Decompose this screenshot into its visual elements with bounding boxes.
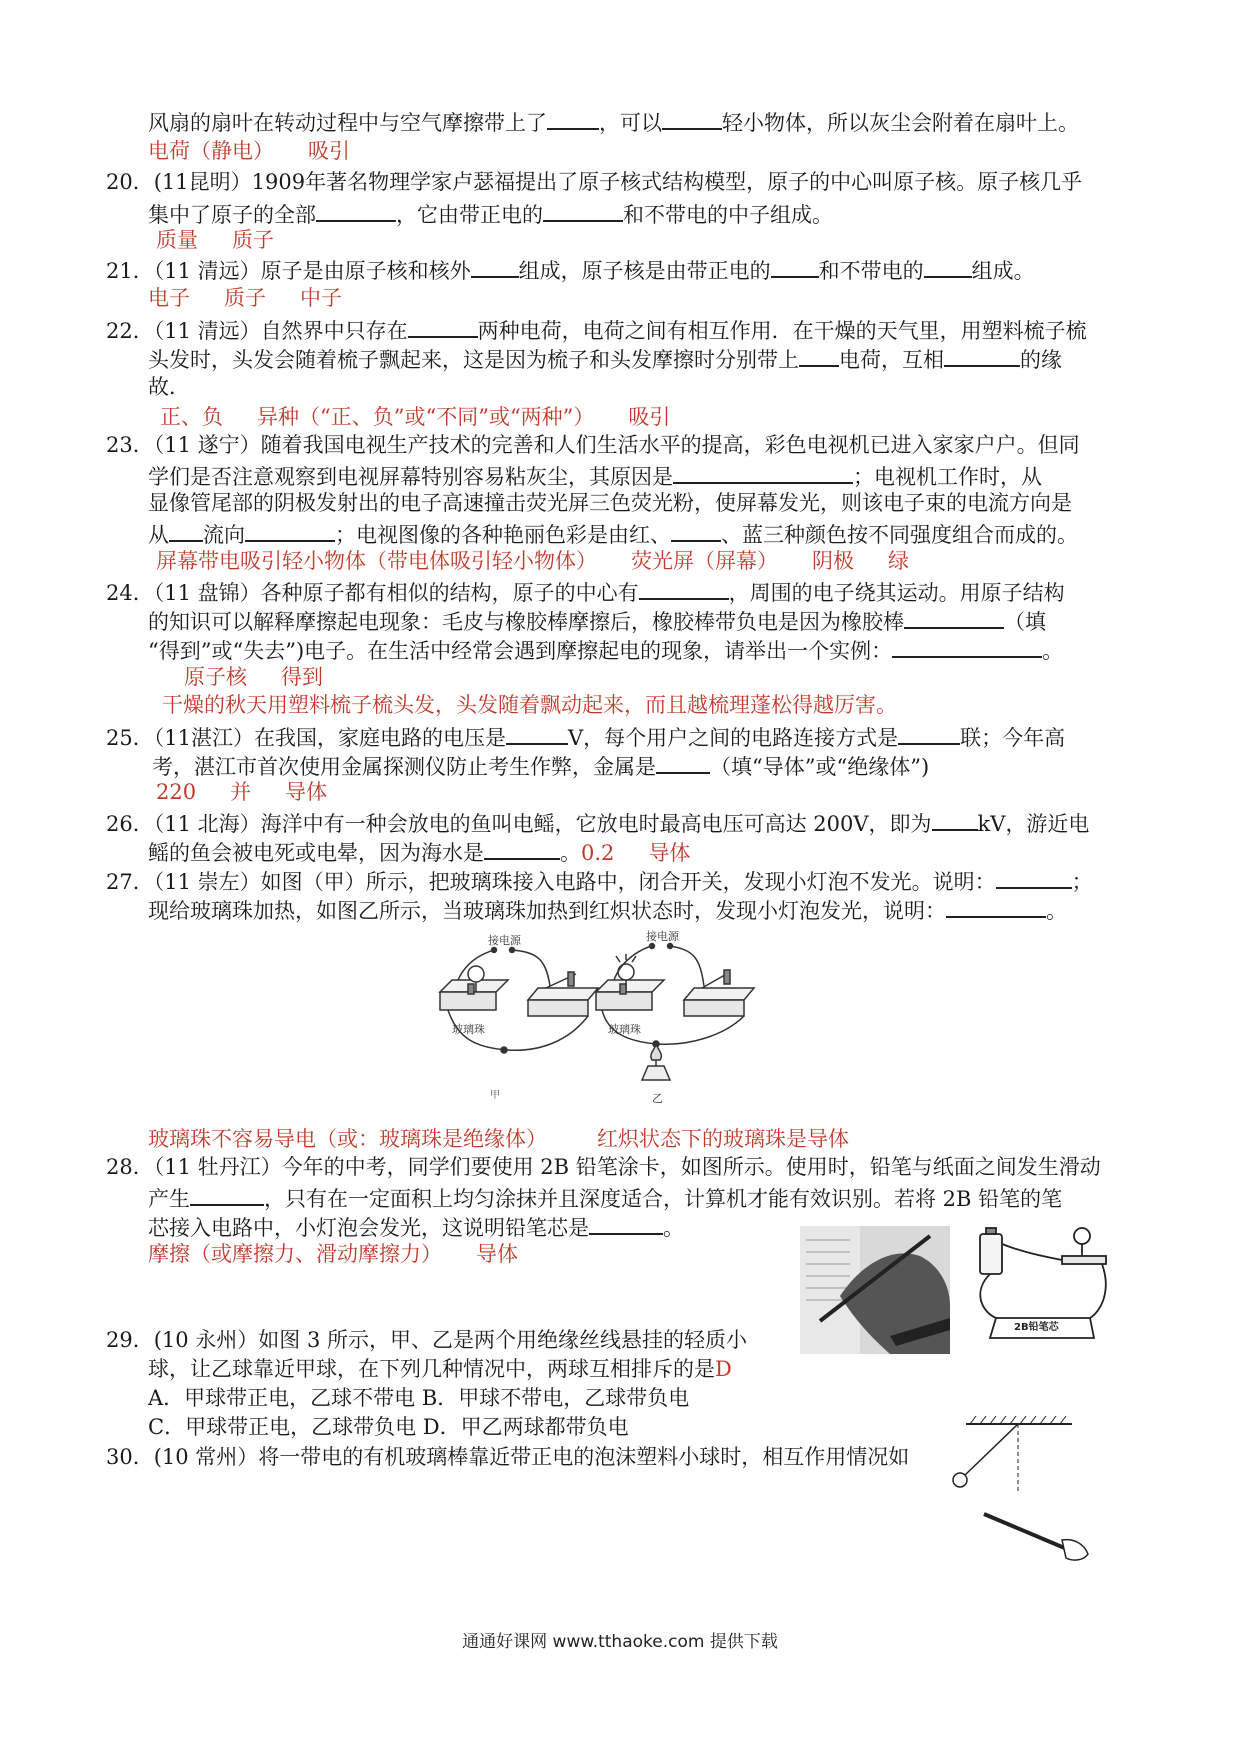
q19-answer xyxy=(148,137,350,165)
q20-blank-1 xyxy=(316,198,396,222)
q26-text-1: 26．（11 北海）海洋中有一种会放电的鱼叫电鳐，它放电时最高电压可高达 200V，即为 xyxy=(106,812,932,836)
q27-blank-1 xyxy=(996,865,1072,889)
q22-text-4: 电荷，互相 xyxy=(839,348,944,372)
q28-text-3: 芯接入电路中，小灯泡会发光，这说明铅笔芯是 xyxy=(148,1216,589,1240)
q25-blank-2 xyxy=(898,721,960,745)
q23-text-4: 流向 xyxy=(203,523,245,547)
q21-answer xyxy=(148,284,342,312)
q19-blank-1 xyxy=(547,106,599,130)
q28-blank-1 xyxy=(190,1182,264,1206)
q25-text-3: 联；今年高 xyxy=(960,726,1066,750)
q20-text-3: 和不带电的中子组成。 xyxy=(623,203,833,227)
q27-line-2 xyxy=(148,894,1067,925)
q30-line-1: 30．(10 常州）将一带电的有机玻璃棒靠近带正电的泡沫塑料小球时，相互作用情况如 xyxy=(106,1445,910,1469)
q29-answer: D xyxy=(715,1357,732,1381)
q19-text-1: 风扇的扇叶在转动过程中与空气摩擦带上了 xyxy=(148,111,547,135)
q24-text-1: 24．（11 盘锦）各种原子都有相似的结构，原子的中心有 xyxy=(106,581,639,605)
q20-answer-2: 质子 xyxy=(232,228,274,252)
q28-line-3 xyxy=(148,1211,684,1242)
q22-text-2: 两种电荷，电荷之间有相互作用．在干燥的天气里，用塑料梳子梳 xyxy=(477,319,1087,343)
q22-answer-2: 异种（“正、负”或“不同”或“两种”） xyxy=(257,405,595,429)
q23-text-1: 学们是否注意观察到电视屏幕特别容易粘灰尘，其原因是 xyxy=(148,465,673,489)
circuit-yi xyxy=(596,944,754,1081)
charged-ball-rod-figure xyxy=(934,1410,1104,1566)
q25-text-4: 考，湛江市首次使用金属探测仪防止考生作弊，金属是 xyxy=(152,755,656,779)
q22-line-3: 故． xyxy=(148,375,190,399)
q21-blank-2 xyxy=(771,254,819,278)
q22-answer-3: 吸引 xyxy=(628,405,671,429)
circuit-glass-label-yi: 玻璃珠 xyxy=(608,1023,641,1036)
q29-text: 球，让乙球靠近甲球，在下列几种情况中，两球互相排斥的是 xyxy=(148,1357,715,1381)
circuit-power-label-jia: 接电源 xyxy=(488,934,521,947)
q22-text-3: 头发时，头发会随着梳子飘起来，这是因为梳子和头发摩擦时分别带上 xyxy=(148,348,799,372)
circuit-jia-label: 甲 xyxy=(490,1090,500,1101)
q28-answer-1: 摩擦（或摩擦力、滑动摩擦力） xyxy=(148,1242,442,1266)
q28-text-1: 产生 xyxy=(148,1187,190,1211)
q19-line xyxy=(148,106,1079,137)
q20-line-1: 20．(11昆明）1909年著名物理学家卢瑟福提出了原子核式结构模型，原子的中心叫原子核。原子核几乎 xyxy=(106,170,1083,194)
q23-blank-2 xyxy=(169,518,203,542)
q27-answer xyxy=(148,1125,849,1153)
q22-text-5: 的缘 xyxy=(1020,348,1062,372)
q21-answer-2: 质子 xyxy=(224,286,266,310)
q22-answer-1: 正、负 xyxy=(160,405,223,429)
q24-line-3 xyxy=(148,634,1063,665)
circuit-jia xyxy=(440,948,598,1054)
q21-blank-3 xyxy=(924,254,972,278)
q24-blank-3 xyxy=(892,634,1042,658)
pencil-lead-circuit-figure xyxy=(972,1222,1112,1356)
q28-blank-2 xyxy=(589,1211,663,1235)
q21-text-3: 和不带电的 xyxy=(818,259,924,283)
q27-answer-1: 玻璃珠不容易导电（或：玻璃珠是绝缘体） xyxy=(148,1127,547,1151)
q25-text-2: V，每个用户之间的电路连接方式是 xyxy=(567,726,899,750)
q25-line-2 xyxy=(152,750,929,781)
q24-text-4: （填 xyxy=(1004,610,1046,634)
q23-answer xyxy=(156,547,909,575)
q20-text-2: ，它由带正电的 xyxy=(396,203,543,227)
q22-blank-2 xyxy=(799,343,839,367)
q23-blank-4 xyxy=(671,518,721,542)
circuit-yi-label: 乙 xyxy=(652,1092,663,1105)
circuit-power-label-yi: 接电源 xyxy=(646,930,679,943)
q29-options-1: A．甲球带正电，乙球不带电 B．甲球不带电，乙球带负电 xyxy=(148,1386,690,1410)
q24-line-2 xyxy=(148,605,1046,636)
q23-line-2 xyxy=(148,460,1042,491)
q21-text-4: 组成。 xyxy=(971,259,1035,283)
q21-text-2: 组成，原子核是由带正电的 xyxy=(518,259,771,283)
q25-text-1: 25．（11湛江）在我国，家庭电路的电压是 xyxy=(106,726,506,750)
q19-answer-1: 电荷（静电） xyxy=(148,139,274,163)
q20-blank-2 xyxy=(543,198,623,222)
q22-text-1: 22．（11 清远）自然界中只存在 xyxy=(106,319,408,343)
q24-text-3: 的知识可以解释摩擦起电现象：毛皮与橡胶棒摩擦后，橡胶棒带负电是因为橡胶棒 xyxy=(148,610,904,634)
q26-text-4: 。 xyxy=(560,841,581,865)
q23-line-4 xyxy=(148,518,1078,549)
q23-blank-1 xyxy=(673,460,853,484)
q24-answer-b: 得到 xyxy=(281,665,323,689)
q23-answer-2: 荧光屏（屏幕） xyxy=(631,549,778,573)
q21-line xyxy=(106,254,1035,285)
q24-answer-2: 干燥的秋天用塑料梳子梳头发，头发随着飘动起来，而且越梳理蓬松得越厉害。 xyxy=(162,693,897,717)
q24-text-5: “得到”或“失去”)电子。在生活中经常会遇到摩擦起电的现象，请举出一个实例： xyxy=(148,639,893,663)
q22-answer xyxy=(160,403,670,431)
q27-text-1: 27．（11 崇左）如图（甲）所示，把玻璃珠接入电路中，闭合开关，发现小灯泡不发光。说明： xyxy=(106,870,996,894)
q26-text-2: kV，游近电 xyxy=(977,812,1090,836)
q24-answer-a: 原子核 xyxy=(184,665,247,689)
q26-blank-1 xyxy=(932,807,978,831)
q19-blank-2 xyxy=(662,106,722,130)
q29-line-1: 29．(10 永州）如图 3 所示，甲、乙是两个用绝缘丝线悬挂的轻质小 xyxy=(106,1328,748,1352)
q25-answer-2: 并 xyxy=(230,780,252,804)
q21-answer-3: 中子 xyxy=(300,286,342,310)
q20-answer xyxy=(156,226,274,254)
q28-text-4: 。 xyxy=(663,1216,684,1240)
q27-answer-2: 红炽状态下的玻璃珠是导体 xyxy=(597,1127,849,1151)
pencil-card-photo xyxy=(800,1226,950,1354)
q28-line-1: 28．（11 牡丹江）今年的中考，同学们要使用 2B 铅笔涂卡，如图所示。使用时，铅笔与纸面之间发生滑动 xyxy=(106,1155,1101,1179)
q21-text-1: 21．（11 清远）原子是由原子核和核外 xyxy=(106,259,471,283)
q20-line-2 xyxy=(148,198,833,229)
q28-line-2 xyxy=(148,1182,1062,1213)
q22-blank-3 xyxy=(944,343,1020,367)
q23-line-3: 显像管尾部的阴极发射出的电子高速撞击荧光屏三色荧光粉，使屏幕发光，则该电子束的电流方向是 xyxy=(148,491,1072,515)
q23-answer-3: 阴极 xyxy=(812,549,854,573)
q25-text-5: （填“导体”或“绝缘体”) xyxy=(710,755,930,779)
q19-text-2: ，可以 xyxy=(599,111,662,135)
q27-blank-2 xyxy=(946,894,1046,918)
q24-text-2: ，周围的电子绕其运动。用原子结构 xyxy=(728,581,1065,605)
q26-text-3: 鳐的鱼会被电死或电晕，因为海水是 xyxy=(148,841,484,865)
q26-line-1 xyxy=(106,807,1089,838)
q26-answer-1: 0.2 xyxy=(581,841,615,865)
q19-answer-2: 吸引 xyxy=(308,139,350,163)
q26-blank-2 xyxy=(484,836,560,860)
q25-answer xyxy=(156,778,327,806)
q24-blank-1 xyxy=(639,576,729,600)
q28-text-2: ，只有在一定面积上均匀涂抹并且深度适合，计算机才能有效识别。若将 2B 铅笔的笔 xyxy=(264,1187,1063,1211)
q28-answer xyxy=(148,1240,518,1268)
q24-text-6: 。 xyxy=(1042,639,1064,663)
q21-answer-1: 电子 xyxy=(148,286,190,310)
q21-blank-1 xyxy=(471,254,519,278)
q27-text-4: 。 xyxy=(1046,899,1067,923)
q24-blank-2 xyxy=(904,605,1004,629)
pencil-lead-label: 2B铅笔芯 xyxy=(1014,1322,1059,1333)
q27-text-3: 现给玻璃珠加热，如图乙所示，当玻璃珠加热到红炽状态时，发现小灯泡发光，说明： xyxy=(148,899,946,923)
q23-blank-3 xyxy=(245,518,335,542)
q27-line-1 xyxy=(106,865,1093,896)
q25-blank-1 xyxy=(506,721,568,745)
page-footer: 通通好课网 www.tthaoke.com 提供下载 xyxy=(462,1632,778,1652)
q23-line-1: 23．（11 遂宁）随着我国电视生产技术的完善和人们生活水平的提高，彩色电视机已进入家家户户。但同 xyxy=(106,433,1080,457)
q23-text-6: 、蓝三种颜色按不同强度组合而成的。 xyxy=(721,523,1078,547)
q29-line-2 xyxy=(148,1355,732,1383)
q23-text-5: ；电视图像的各种艳丽色彩是由红、 xyxy=(335,523,671,547)
q27-text-2: ； xyxy=(1071,870,1093,894)
q23-text-2: ；电视机工作时，从 xyxy=(853,465,1042,489)
q20-text-1: 集中了原子的全部 xyxy=(148,203,316,227)
circuit-glass-label-jia: 玻璃珠 xyxy=(452,1023,485,1036)
q26-answer-2: 导体 xyxy=(648,841,691,865)
q19-text-3: 轻小物体，所以灰尘会附着在扇叶上。 xyxy=(722,111,1079,135)
glass-bead-circuit-figure xyxy=(438,930,798,1110)
q24-line-1 xyxy=(106,576,1065,607)
q23-answer-4: 绿 xyxy=(888,549,909,573)
q28-answer-2: 导体 xyxy=(476,1242,518,1266)
q23-answer-1: 屏幕带电吸引轻小物体（带电体吸引轻小物体） xyxy=(156,549,597,573)
q23-text-3: 从 xyxy=(148,523,169,547)
q24-answer-1 xyxy=(184,663,323,691)
q25-line-1 xyxy=(106,721,1065,752)
q22-line-1 xyxy=(106,314,1087,345)
q22-blank-1 xyxy=(408,314,478,338)
q20-answer-1: 质量 xyxy=(156,228,198,252)
q25-blank-3 xyxy=(656,750,710,774)
q22-line-2 xyxy=(148,343,1062,374)
q25-answer-3: 导体 xyxy=(285,780,328,804)
q29-options-2: C．甲球带正电，乙球带负电 D．甲乙两球都带负电 xyxy=(148,1415,629,1439)
q25-answer-1: 220 xyxy=(156,780,197,804)
q26-line-2 xyxy=(148,836,690,867)
